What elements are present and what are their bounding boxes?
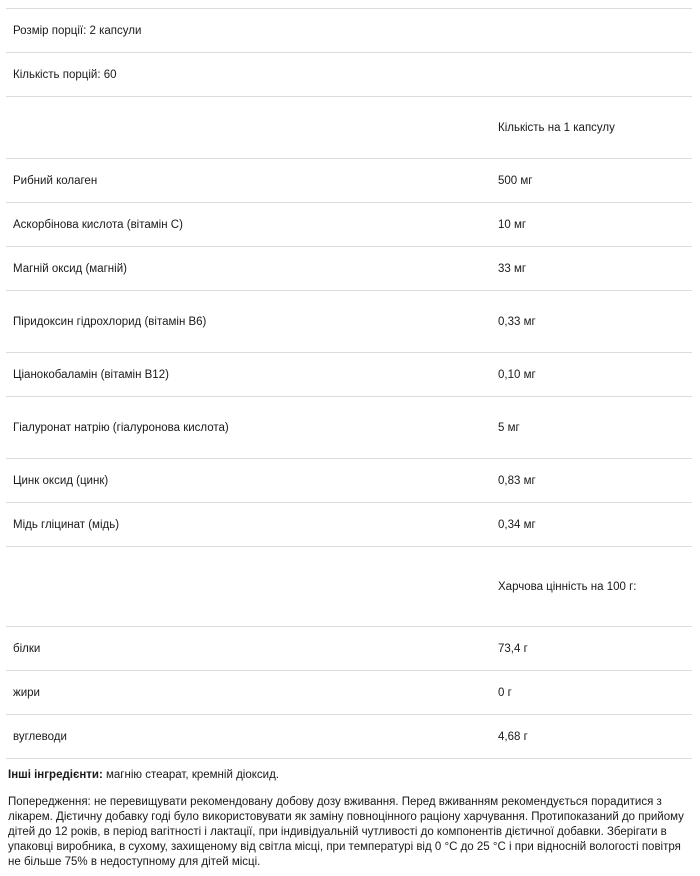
ingredient-amount: 33 мг xyxy=(498,262,527,275)
nutrient-amount: 0 г xyxy=(498,686,512,699)
ingredient-name: Піридоксин гідрохлорид (вітамін В6) xyxy=(13,315,207,328)
ingredient-amount: 500 мг xyxy=(498,174,533,187)
nutrient-amount: 73,4 г xyxy=(498,642,528,655)
table-row xyxy=(6,353,692,397)
ingredient-name: Магній оксид (магній) xyxy=(13,262,127,275)
ingredient-amount: 0,10 мг xyxy=(498,368,536,381)
table-row xyxy=(6,715,692,759)
amount-header: Кількість на 1 капсулу xyxy=(498,121,615,134)
ingredient-name: Гіалуронат натрію (гіалуронова кислота) xyxy=(13,421,229,434)
other-ingredients xyxy=(8,768,692,783)
ingredient-amount: 0,34 мг xyxy=(498,518,536,531)
ingredient-amount: 0,33 мг xyxy=(498,315,536,328)
table-row xyxy=(6,291,692,353)
table-row xyxy=(6,627,692,671)
other-ingredients-text: магнію стеарат, кремній діоксид. xyxy=(102,769,279,781)
other-ingredients-label: Інші інгредієнти: xyxy=(8,769,103,781)
ingredient-name: Цинк оксид (цинк) xyxy=(13,474,109,487)
ingredient-name: Рибний колаген xyxy=(13,174,98,187)
serving-size-row xyxy=(6,9,692,53)
amount-header-row xyxy=(6,97,692,159)
serving-size: Розмір порції: 2 капсули xyxy=(13,24,142,37)
nutrition-header: Харчова цінність на 100 г: xyxy=(498,580,637,593)
ingredient-amount: 0,83 мг xyxy=(498,474,536,487)
table-row xyxy=(6,671,692,715)
ingredient-name: Мідь гліцинат (мідь) xyxy=(13,518,120,531)
notes-section xyxy=(8,768,692,870)
nutrient-name: жири xyxy=(13,686,40,699)
warning-text: Попередження: не перевищувати рекомендовану добову дозу вживання. Перед вживанням рекомендується порадитися з лікарем. Дієтичну добавку годі було використовувати як заміну повноцінного раціону харчування. Протипоказаний до прийому дітей до 12 років, в період вагітності і лактації, при індивідуальній чутливості до компонентів дієтичної добавки. Зберігати в упаковці виробника, в сухому, захищеному від світла місці, при температурі від 0 °С до 25 °С і при відносній вологості повітря не більше 75% в недоступному для дітей місці. xyxy=(8,796,684,868)
composition-table xyxy=(6,8,692,759)
table-row xyxy=(6,459,692,503)
serving-count-row xyxy=(6,53,692,97)
nutrient-name: вуглеводи xyxy=(13,730,67,743)
table-row xyxy=(6,203,692,247)
table-row xyxy=(6,247,692,291)
nutrient-amount: 4,68 г xyxy=(498,730,528,743)
table-row xyxy=(6,159,692,203)
ingredient-amount: 5 мг xyxy=(498,421,520,434)
serving-count: Кількість порцій: 60 xyxy=(13,68,117,81)
table-row xyxy=(6,397,692,459)
ingredient-name: Ціанокобаламін (вітамін В12) xyxy=(13,368,169,381)
nutrition-header-row xyxy=(6,547,692,627)
table-row xyxy=(6,503,692,547)
ingredient-amount: 10 мг xyxy=(498,218,527,231)
ingredient-name: Аскорбінова кислота (вітамін С) xyxy=(13,218,183,231)
nutrient-name: білки xyxy=(13,642,41,655)
